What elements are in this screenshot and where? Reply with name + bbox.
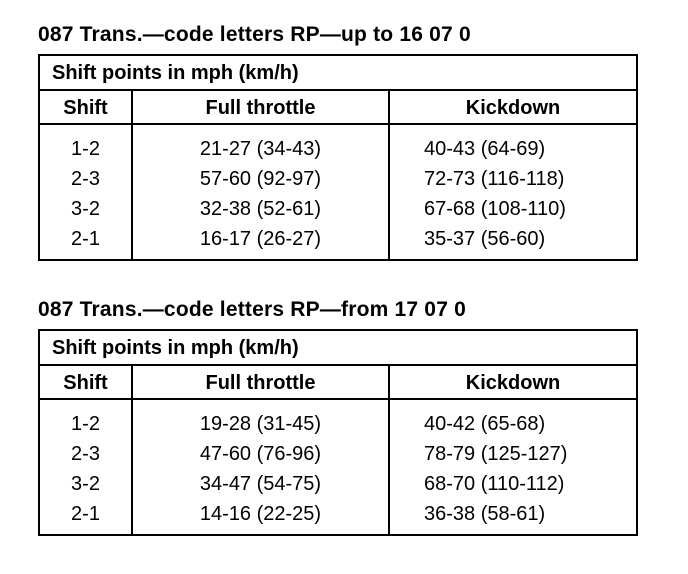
table-caption: Shift points in mph (km/h): [40, 56, 636, 91]
table-cell-shift: 3-2: [71, 473, 100, 495]
table-caption: Shift points in mph (km/h): [40, 331, 636, 366]
table-cell-kickdown: 72-73 (116-118): [424, 168, 565, 190]
column-header-full-throttle: Full throttle: [133, 366, 390, 400]
table-grid: [40, 366, 636, 534]
shift-column: [40, 125, 133, 259]
table-cell-kickdown: 35-37 (56-60): [424, 228, 546, 250]
table-cell-full-throttle: 21-27 (34-43): [199, 138, 322, 160]
shift-column: [40, 400, 133, 534]
column-header-shift: Shift: [40, 366, 133, 400]
kickdown-column: [390, 125, 636, 259]
shift-table-section-from-17070: [38, 297, 638, 536]
table-cell-shift: 2-3: [71, 443, 100, 465]
table-cell-kickdown: 67-68 (108-110): [424, 198, 566, 220]
table-cell-full-throttle: 32-38 (52-61): [199, 198, 322, 220]
full-throttle-column: [133, 125, 390, 259]
table-cell-kickdown: 40-43 (64-69): [424, 138, 546, 160]
table-cell-shift: 3-2: [71, 198, 100, 220]
section-title: 087 Trans.—code letters RP—up to 16 07 0: [38, 23, 471, 46]
table-cell-shift: 2-1: [71, 503, 100, 525]
full-throttle-column: [133, 400, 390, 534]
table-cell-full-throttle: 14-16 (22-25): [199, 503, 322, 525]
table-cell-kickdown: 40-42 (65-68): [424, 413, 546, 435]
section-title: 087 Trans.—code letters RP—from 17 07 0: [38, 298, 466, 321]
table-cell-kickdown: 78-79 (125-127): [424, 443, 568, 465]
column-header-shift: Shift: [40, 91, 133, 125]
table-cell-shift: 1-2: [71, 138, 100, 160]
table-cell-full-throttle: 34-47 (54-75): [199, 473, 322, 495]
shift-table-section-up-to-16070: [38, 22, 638, 261]
column-header-full-throttle: Full throttle: [133, 91, 390, 125]
table-cell-full-throttle: 16-17 (26-27): [199, 228, 322, 250]
table-cell-full-throttle: 19-28 (31-45): [199, 413, 322, 435]
table-grid: [40, 91, 636, 259]
table-cell-shift: 2-1: [71, 228, 100, 250]
shift-points-table: [38, 329, 638, 536]
shift-points-table: [38, 54, 638, 261]
table-cell-full-throttle: 57-60 (92-97): [199, 168, 322, 190]
table-cell-full-throttle: 47-60 (76-96): [199, 443, 322, 465]
column-header-kickdown: Kickdown: [390, 366, 636, 400]
column-header-kickdown: Kickdown: [390, 91, 636, 125]
table-cell-kickdown: 36-38 (58-61): [424, 503, 546, 525]
table-cell-shift: 2-3: [71, 168, 100, 190]
kickdown-column: [390, 400, 636, 534]
table-cell-shift: 1-2: [71, 413, 100, 435]
table-cell-kickdown: 68-70 (110-112): [424, 473, 565, 495]
